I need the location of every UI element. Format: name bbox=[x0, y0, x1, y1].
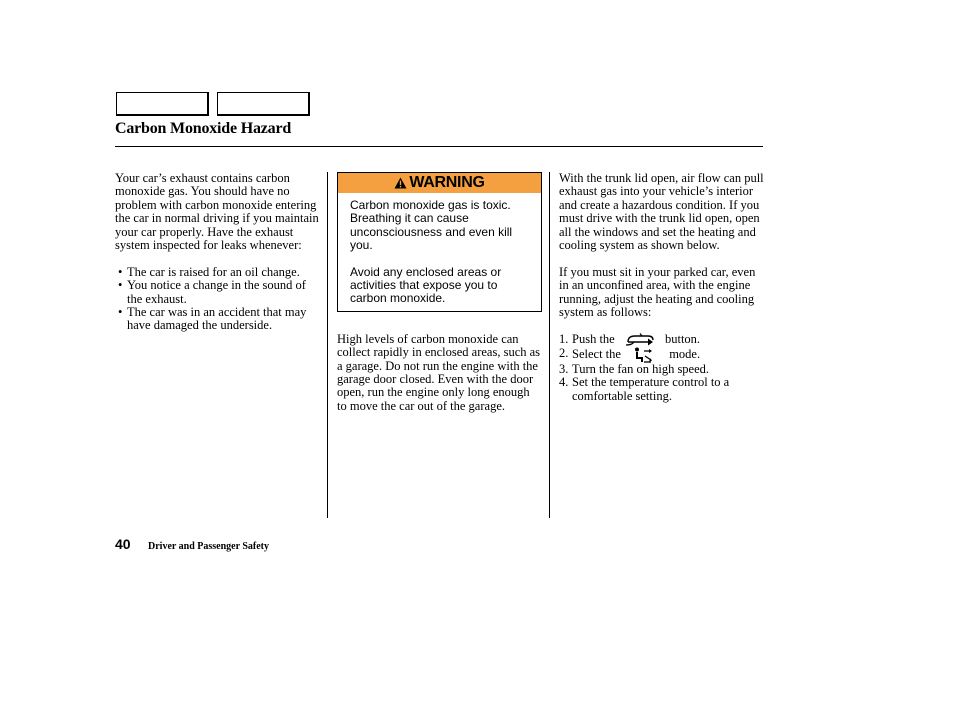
intro-paragraph: Your car’s exhaust contains carbon monoxide gas. You should have no problem with carbon monoxide entering the car in normal driving if you maintain your car properly. Have the exhaust system inspected for leaks whenever: bbox=[115, 171, 319, 253]
title-divider bbox=[115, 146, 763, 147]
list-item bbox=[559, 347, 764, 363]
step-text: Push the bbox=[572, 331, 615, 346]
warning-triangle-icon bbox=[394, 177, 407, 189]
inspection-bullet-list bbox=[115, 266, 320, 333]
list-item: • The car is raised for an oil change. bbox=[115, 266, 320, 279]
list-item: • The car was in an accident that may have damaged the underside. bbox=[115, 306, 320, 333]
warning-label: WARNING bbox=[409, 174, 485, 192]
list-item bbox=[559, 376, 764, 403]
floor-vent-mode-icon bbox=[632, 347, 654, 363]
step-text: Turn the fan on high speed. bbox=[572, 361, 710, 376]
section-name: Driver and Passenger Safety bbox=[148, 541, 270, 552]
column-3 bbox=[559, 172, 764, 403]
parked-paragraph: If you must sit in your parked car, even in an unconfined area, with the engine running, adjust the heating and cooling system as follows: bbox=[559, 264, 756, 320]
column-2 bbox=[337, 172, 542, 413]
header-tab-box-left bbox=[116, 92, 209, 116]
trunk-paragraph: With the trunk lid open, air flow can pull exhaust gas into your vehicle’s interior and create a hazardous condition. If you must drive with the trunk lid open, open all the windows and set the heating and cooling system as shown below. bbox=[559, 171, 764, 253]
page-title: Carbon Monoxide Hazard bbox=[115, 120, 292, 137]
step-number: 2. bbox=[559, 345, 569, 360]
step-text: Select the bbox=[572, 346, 621, 361]
warning-body bbox=[338, 193, 541, 311]
garage-paragraph: High levels of carbon monoxide can collect rapidly in enclosed areas, such as a garage. Do not run the engine with the garage door closed. Even with the door open, run the engine only long enough to move the car out of the garage. bbox=[337, 331, 541, 413]
step-text: mode. bbox=[669, 346, 701, 361]
list-item bbox=[559, 333, 764, 347]
column-divider-1 bbox=[327, 172, 328, 518]
step-number: 1. bbox=[559, 331, 569, 346]
step-number: 4. bbox=[559, 375, 569, 390]
warning-paragraph-1: Carbon monoxide gas is toxic. Breathing it can cause unconsciousness and even kill you. bbox=[350, 198, 513, 253]
list-item: • You notice a change in the sound of the exhaust. bbox=[115, 279, 320, 306]
step-text: button. bbox=[664, 331, 701, 346]
warning-header bbox=[338, 173, 541, 193]
steps-list bbox=[559, 333, 764, 403]
step-number: 3. bbox=[559, 361, 569, 376]
column-divider-2 bbox=[549, 172, 550, 518]
list-item bbox=[559, 363, 764, 376]
fresh-air-icon bbox=[624, 333, 656, 347]
step-text: Set the temperature control to a comfortable setting. bbox=[572, 375, 730, 403]
column-1 bbox=[115, 172, 320, 333]
warning-box bbox=[337, 172, 542, 312]
warning-paragraph-2: Avoid any enclosed areas or activities that expose you to carbon monoxide. bbox=[350, 264, 502, 306]
page-number: 40 bbox=[115, 536, 131, 552]
header-tab-box-right bbox=[217, 92, 310, 116]
